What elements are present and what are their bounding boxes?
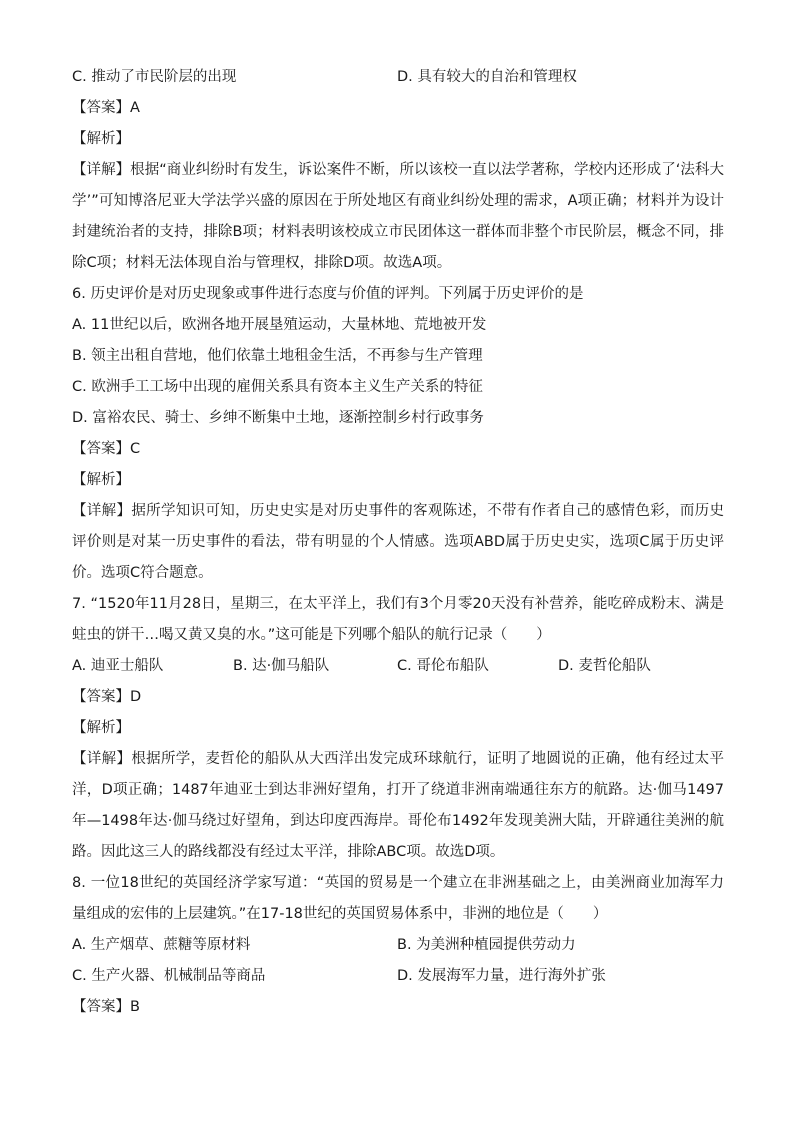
q6-stem: 6. 历史评价是对历史现象或事件进行态度与价值的评判。下列属于历史评价的是 — [72, 286, 584, 302]
q6-option-b: B. 领主出租自营地，他们依靠土地租金生活，不再参与生产管理 — [72, 348, 483, 364]
q8-stem: 8. 一位18世纪的英国经济学家写道：“英国的贸易是一个建立在非洲基础之上，由美洲商业加海军力量组成的宏伟的上层建筑。”在17-18世纪的英国贸易体系中，非洲的地位是（ ） — [72, 875, 724, 922]
detail-label: 【详解】 — [72, 162, 131, 178]
q7-options — [72, 651, 724, 682]
q7-stem: 7. “1520年11月28日，星期三，在太平洋上，我们有3个月零20天没有补营养，能吃碎成粉末、满是蛀虫的饼干…喝又黄又臭的水。”这可能是下列哪个船队的航行记录（ ） — [72, 596, 724, 643]
q6-detail — [72, 496, 724, 589]
q7-option-c: C. 哥伦布船队 — [397, 658, 489, 674]
detail-text: 根据“商业纠纷时有发生，诉讼案件不断，所以该校一直以法学著称，学校内还形成了‘法科大学’”可知博洛尼亚大学法学兴盛的原因在于所处地区有商业纠纷处理的需求，A项正确；材料并为设计封建统治者的支持，排除B项；材料表明该校成立市民团体这一群体而非整个市民阶层，概念不同，排除C项；材料无法体现自治与管理权，排除D项。故选A项。 — [72, 162, 724, 271]
q7-option-b: B. 达·伽马船队 — [233, 658, 330, 674]
answer-value: D — [130, 689, 142, 705]
answer-label: 【答案】 — [72, 441, 130, 457]
q5-answer — [72, 93, 724, 124]
q5-detail — [72, 155, 724, 279]
q6-option-c: C. 欧洲手工工场中出现的雇佣关系具有资本主义生产关系的特征 — [72, 379, 483, 395]
answer-label: 【答案】 — [72, 689, 130, 705]
q8-option-d: D. 发展海军力量，进行海外扩张 — [397, 968, 606, 984]
q7-answer — [72, 682, 724, 713]
q7-analysis-label: 【解析】 — [72, 720, 130, 736]
q6-analysis-label: 【解析】 — [72, 472, 130, 488]
q8-answer — [72, 992, 724, 1023]
detail-text: 根据所学，麦哲伦的船队从大西洋出发完成环球航行，证明了地圆说的正确，他有经过太平洋，D项正确；1487年迪亚士到达非洲好望角，打开了绕道非洲南端通往东方的航路。达·伽马1497年—1498年达·伽马绕过好望角，到达印度西海岸。哥伦布1492年发现美洲大陆，开辟通往美洲的航路。因此这三人的路线都没有经过太平洋，排除ABC项。故选D项。 — [72, 751, 725, 860]
q8-option-c: C. 生产火器、机械制品等商品 — [72, 968, 266, 984]
q6-option-a: A. 11世纪以后，欧洲各地开展垦殖运动，大量林地、荒地被开发 — [72, 317, 487, 333]
document-page — [72, 62, 724, 1023]
q7-option-d: D. 麦哲伦船队 — [558, 658, 651, 674]
q8-option-a: A. 生产烟草、蔗糖等原材料 — [72, 937, 251, 953]
answer-value: B — [130, 999, 140, 1015]
q6-answer — [72, 434, 724, 465]
detail-label: 【详解】 — [72, 751, 132, 767]
q7-option-a: A. 迪亚士船队 — [72, 658, 164, 674]
answer-value: A — [130, 100, 140, 116]
answer-label: 【答案】 — [72, 999, 130, 1015]
q5-analysis-label: 【解析】 — [72, 131, 130, 147]
detail-label: 【详解】 — [72, 503, 132, 519]
q5-options-cd — [72, 62, 724, 93]
q6-option-d: D. 富裕农民、骑士、乡绅不断集中土地，逐渐控制乡村行政事务 — [72, 410, 484, 426]
detail-text: 据所学知识可知，历史史实是对历史事件的客观陈述，不带有作者自己的感情色彩，而历史评价则是对某一历史事件的看法，带有明显的个人情感。选项ABD属于历史史实，选项C属于历史评价。选项C符合题意。 — [72, 503, 725, 581]
q8-options-ab — [72, 930, 724, 961]
q8-options-cd — [72, 961, 724, 992]
answer-label: 【答案】 — [72, 100, 130, 116]
q8-option-b: B. 为美洲种植园提供劳动力 — [397, 937, 576, 953]
q7-detail — [72, 744, 724, 868]
q5-option-c: C. 推动了市民阶层的出现 — [72, 69, 237, 85]
answer-value: C — [130, 441, 141, 457]
q5-option-d: D. 具有较大的自治和管理权 — [397, 69, 577, 85]
